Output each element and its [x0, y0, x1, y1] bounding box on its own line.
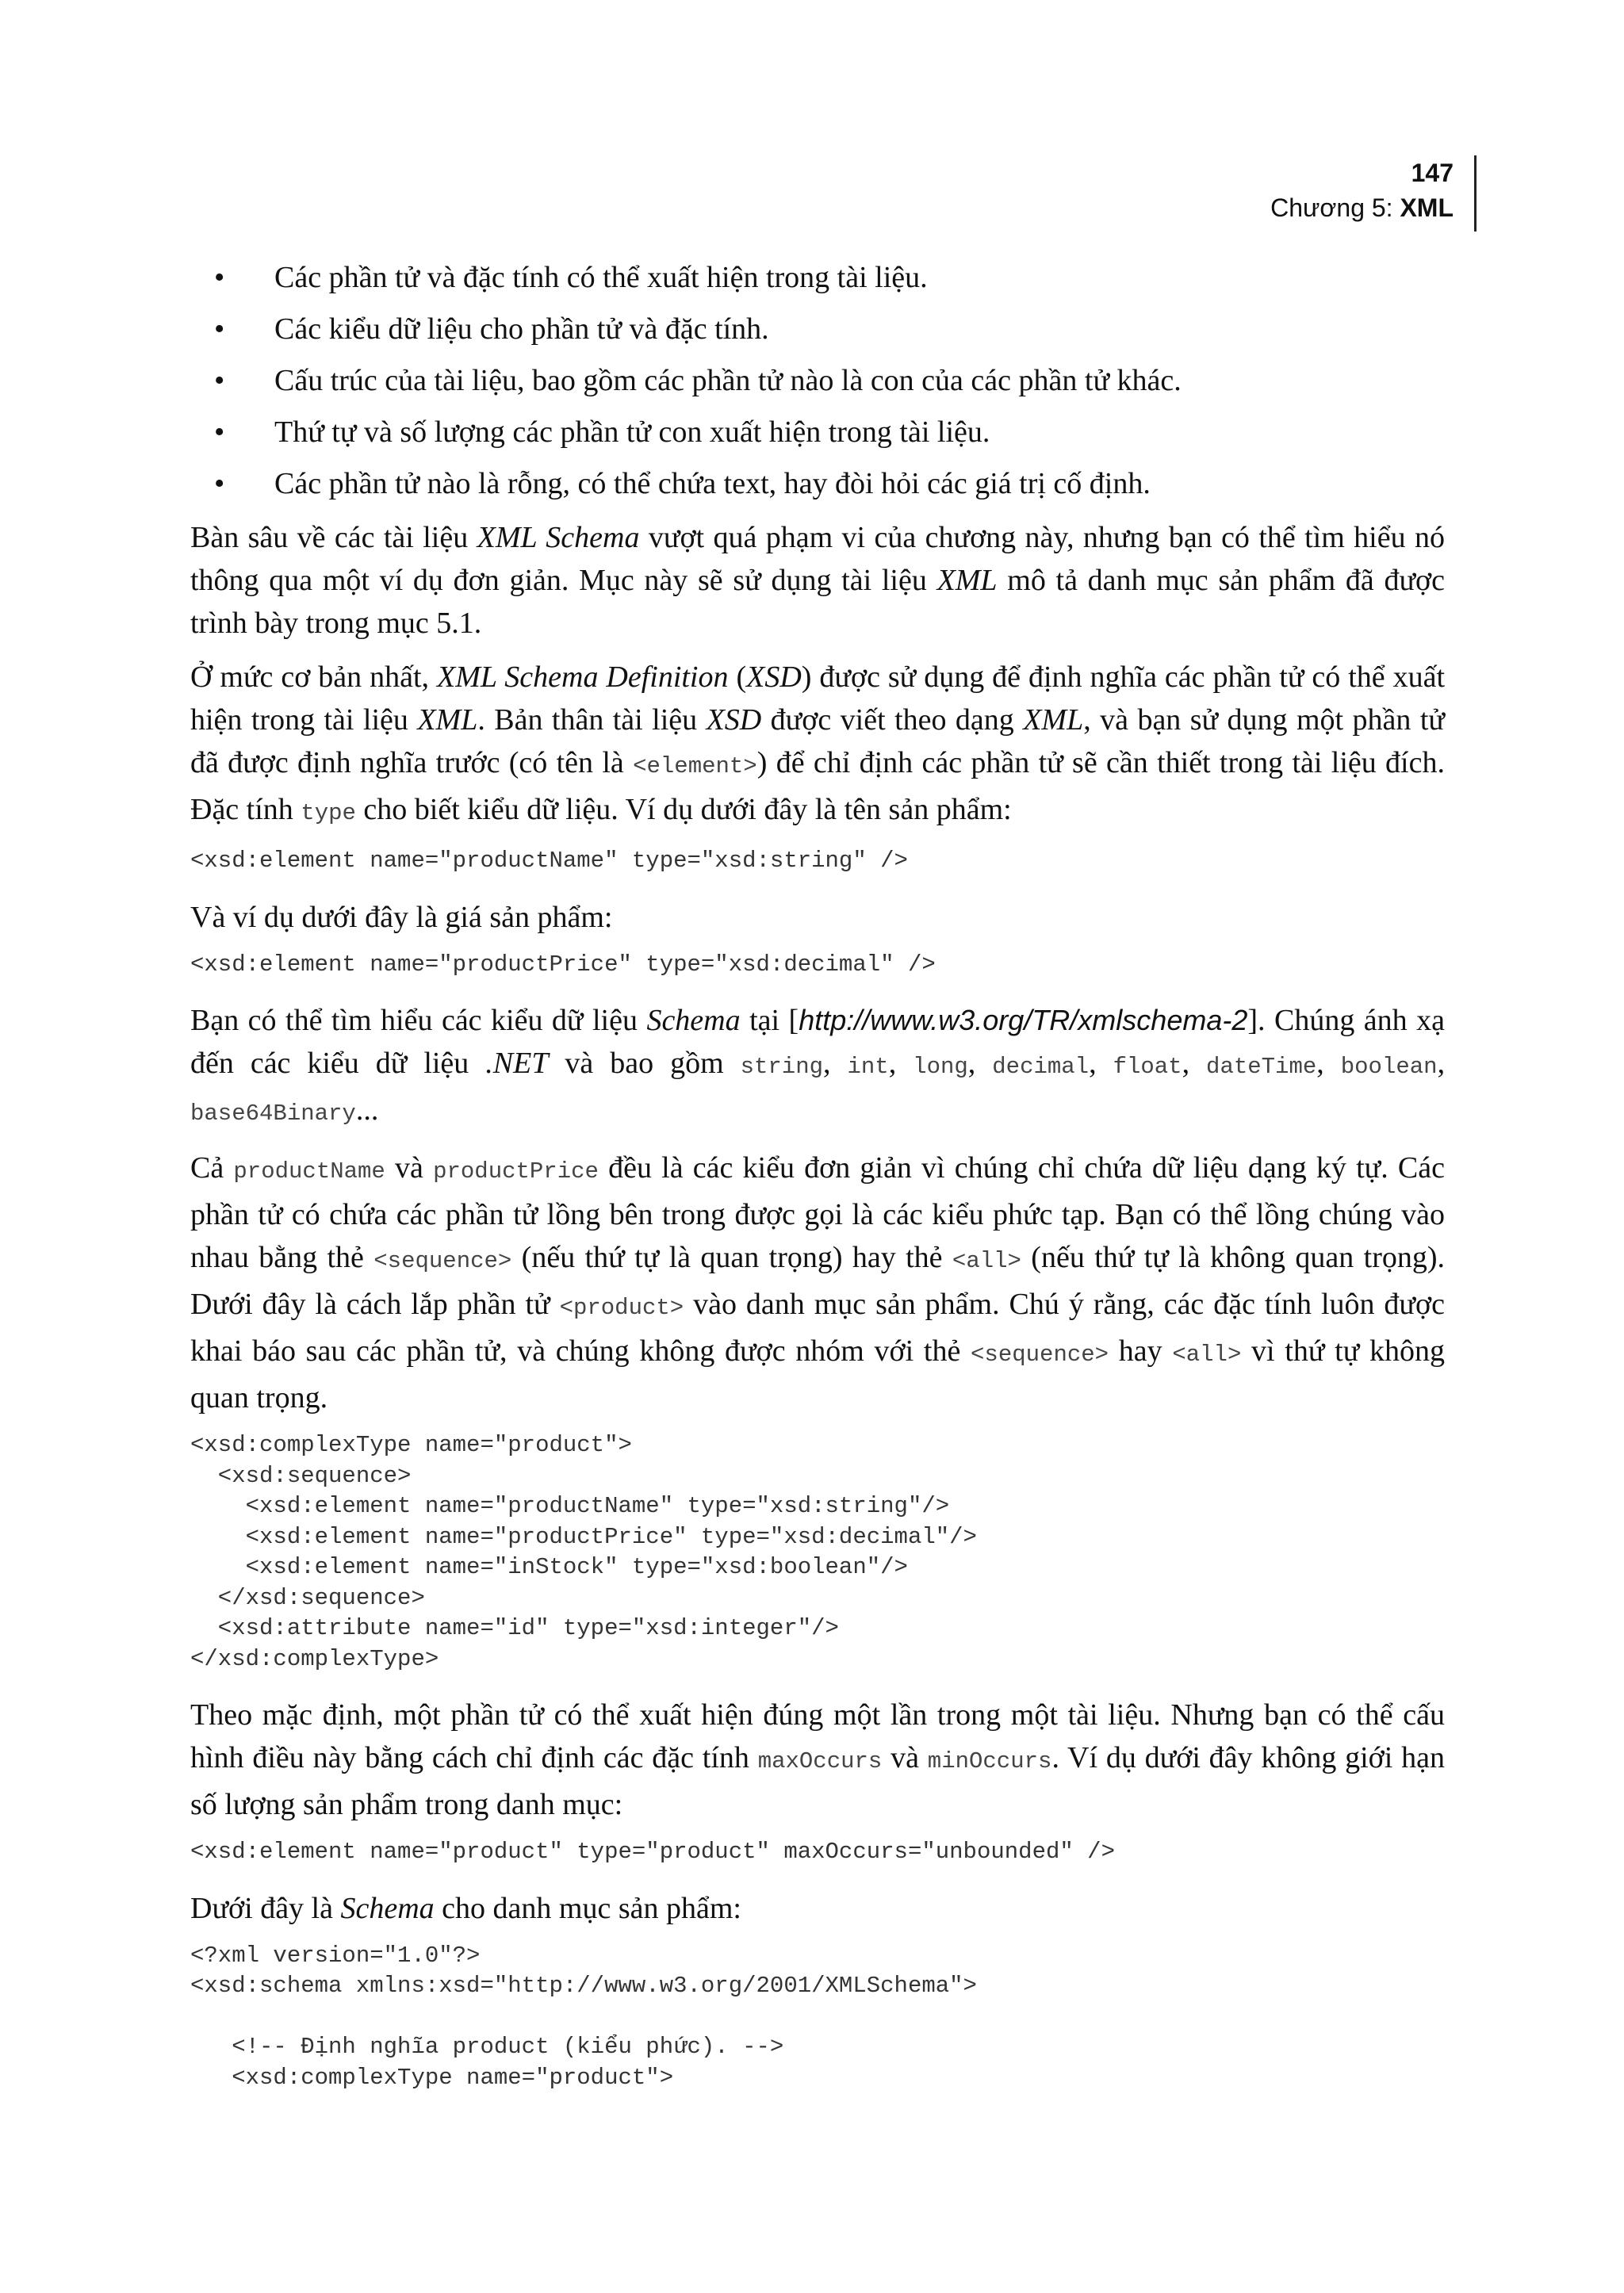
bullet-list [190, 252, 1445, 510]
code-block: <xsd:element name="productPrice" type="xsd:decimal" /> [190, 951, 936, 978]
code-block: <xsd:element name="productName" type="xsd:string" /> [190, 848, 908, 874]
paragraph: Bàn sâu về các tài liệu XML Schema vượt quá phạm vi của chương này, nhưng bạn có thể tìm hiểu nó thông qua một ví dụ đơn giản. Mục này sẽ sử dụng tài liệu XML mô tả danh mục sản phẩm đã được trình bày trong mục 5.1. [190, 521, 1445, 640]
chapter-title: Chương 5: XML [1270, 193, 1454, 222]
code-block: <xsd:complexType name="product"> <xsd:sequence> <xsd:element name="productName" type="xsd:string"/> <xsd:element name="productPrice" type="xsd:decimal"/> <xsd:element name="inStock" type="xsd:boolean"/> </xsd:sequence> <xsd:attribute name="id" type="xsd:integer"/> </xsd:complexType> [190, 1432, 977, 1672]
paragraph: Và ví dụ dưới đây là giá sản phẩm: [190, 900, 613, 934]
paragraph: Ở mức cơ bản nhất, XML Schema Definition (XSD) được sử dụng để định nghĩa các phần tử có thể xuất hiện trong tài liệu XML. Bản thân tài liệu XSD được viết theo dạng XML, và bạn sử dụng một phần tử đã được định nghĩa trước (có tên là <element>) để chỉ định các phần tử sẽ cần thiết trong tài liệu đích. Đặc tính type cho biết kiểu dữ liệu. Ví dụ dưới đây là tên sản phẩm: [190, 660, 1445, 826]
page-body [190, 252, 1445, 2112]
page-number: 147 [1411, 159, 1454, 187]
list-item: • Thứ tự và số lượng các phần tử con xuất hiện trong tài liệu. [190, 407, 1445, 458]
paragraph: Cả productName và productPrice đều là các kiểu đơn giản vì chúng chỉ chứa dữ liệu dạng ký tự. Các phần tử có chứa các phần tử lồng bên trong được gọi là các kiểu phức tạp. Bạn có thể lồng chúng vào nhau bằng thẻ <sequence> (nếu thứ tự là quan trọng) hay thẻ <all> (nếu thứ tự là không quan trọng). Dưới đây là cách lắp phần tử <product> vào danh mục sản phẩm. Chú ý rằng, các đặc tính luôn được khai báo sau các phần tử, và chúng không được nhóm với thẻ <sequence> hay <all> vì thứ tự không quan trọng. [190, 1151, 1446, 1414]
list-item: • Các phần tử nào là rỗng, có thể chứa text, hay đòi hỏi các giá trị cố định. [190, 458, 1445, 510]
paragraph: Bạn có thể tìm hiểu các kiểu dữ liệu Schema tại [http://www.w3.org/TR/xmlschema-2]. Chúng ánh xạ đến các kiểu dữ liệu .NET và bao gồm string, int, long, decimal, float, dateTime, boolean, base64Binary... [190, 1004, 1446, 1127]
list-item: • Cấu trúc của tài liệu, bao gồm các phần tử nào là con của các phần tử khác. [190, 355, 1445, 407]
paragraph: Theo mặc định, một phần tử có thể xuất hiện đúng một lần trong một tài liệu. Nhưng bạn có thể cấu hình điều này bằng cách chỉ định các đặc tính maxOccurs và minOccurs. Ví dụ dưới đây không giới hạn số lượng sản phẩm trong danh mục: [190, 1698, 1445, 1821]
list-item: • Các phần tử và đặc tính có thể xuất hiện trong tài liệu. [190, 252, 1445, 304]
list-item: • Các kiểu dữ liệu cho phần tử và đặc tính. [190, 304, 1445, 355]
code-block: <?xml version="1.0"?> <xsd:schema xmlns:xsd="http://www.w3.org/2001/XMLSchema"> <!-- Định nghĩa product (kiểu phức). --> <xsd:complexType name="product"> [190, 1942, 977, 2091]
paragraph: Dưới đây là Schema cho danh mục sản phẩm: [190, 1891, 741, 1925]
page-header [1270, 155, 1477, 232]
code-block: <xsd:element name="product" type="product" maxOccurs="unbounded" /> [190, 1839, 1115, 1865]
link[interactable]: http://www.w3.org/TR/xmlschema-2 [799, 1004, 1248, 1036]
